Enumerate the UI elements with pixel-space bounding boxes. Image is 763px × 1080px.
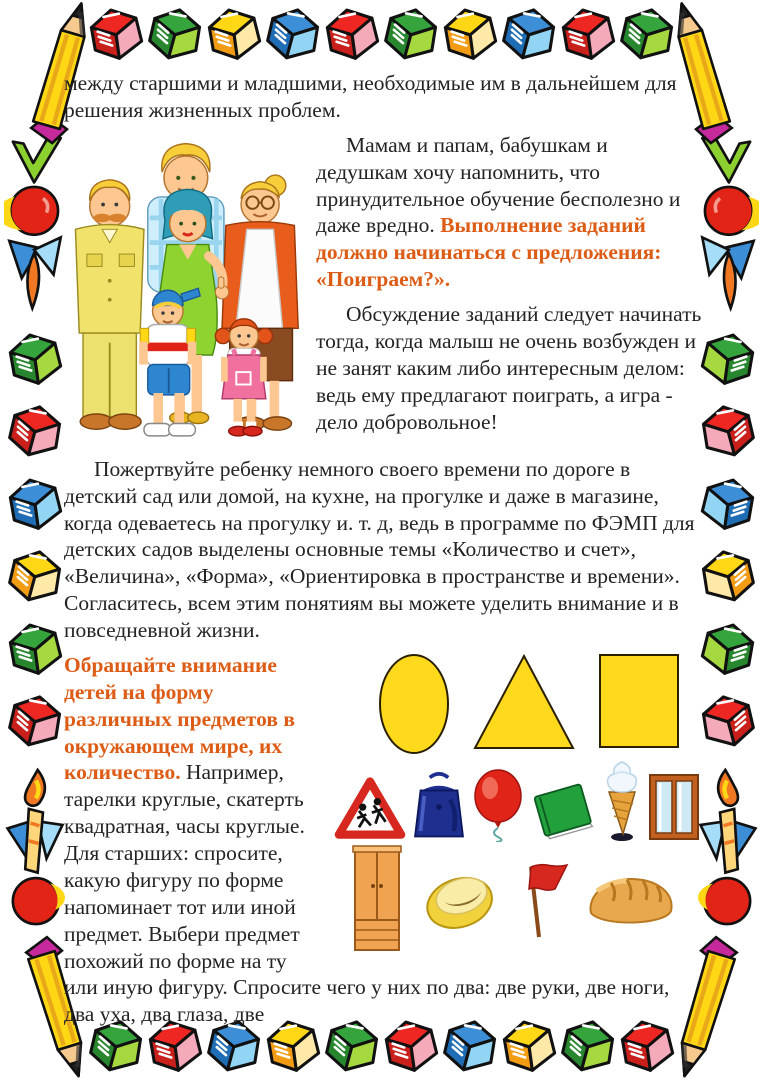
window-icon — [647, 772, 701, 842]
rectangle-shape-icon — [597, 652, 681, 750]
shapes-figure — [331, 652, 703, 954]
blue-bag-icon — [409, 772, 469, 842]
border-right-cubes — [695, 136, 761, 944]
cube-icon — [2, 398, 68, 464]
paragraph-parents-text: Мамам и папам, бабушкам и дедушкам хочу напомнить, что принудительное обучение бесполезно и даже вредно. — [316, 132, 681, 238]
cube-icon — [437, 1, 503, 67]
cube-icon — [201, 1, 267, 67]
section-shapes — [64, 652, 703, 1036]
paragraph-parents-accent: Выполнение заданий должно начинаться с предложения: «Поиграем?». — [316, 213, 662, 292]
paragraph-discussion: Обсуждение заданий следует начинать тогда, когда малыш не очень возбужден и не занят каким либо интересным делом: ведь ему предлагают поиграть, а игра - дело добровольное! — [316, 302, 702, 434]
document-body — [64, 70, 703, 1036]
cube-icon — [555, 1, 621, 67]
melon-icon — [417, 863, 501, 935]
cube-icon — [695, 689, 761, 755]
oval-shape-icon — [377, 652, 451, 756]
cube-icon — [2, 616, 68, 682]
paragraph-shapes-text: Например, тарелки круглые, скатерть квадратная, часы круглые. Для старших: спросите, какую фигуру по форме напоминает тот или иной предмет. Выбери предмет похожий по форме на ту или иную фигуру. Спросите чего у них по два: две руки, две ноги, два уха, два глаза, две — [64, 760, 670, 1027]
objects-row-1 — [331, 760, 703, 842]
green-book-icon — [528, 780, 598, 842]
border-left-cubes — [2, 136, 68, 944]
candle-ornament-icon — [697, 766, 759, 944]
cube-icon — [378, 1, 444, 67]
cube-icon — [260, 1, 326, 67]
paragraph-shapes-accent: Обращайте внимание детей на форму различных предметов в окружающем мире, их количество. — [64, 652, 295, 785]
geometric-shapes-row — [331, 652, 703, 760]
cube-icon — [142, 1, 208, 67]
cube-icon — [2, 543, 68, 609]
candle-ornament-icon — [4, 766, 66, 944]
red-balloon-icon — [470, 768, 526, 842]
cube-icon — [2, 689, 68, 755]
paragraph-intro: между старшими и младшими, необходимые им в дальнейшем для решения жизненных проблем. — [64, 71, 677, 122]
red-flag-icon — [515, 857, 569, 941]
family-illustration — [64, 136, 302, 454]
section-family — [64, 132, 703, 456]
cube-icon — [2, 470, 68, 536]
bread-loaf-icon — [583, 869, 679, 929]
cube-icon — [695, 398, 761, 464]
children-crossing-sign-icon — [333, 776, 407, 842]
cube-icon — [695, 543, 761, 609]
border-top-cubes — [88, 6, 675, 62]
wardrobe-icon — [351, 844, 403, 954]
check-apple-ornament-icon — [697, 136, 759, 314]
cube-icon — [2, 325, 68, 391]
triangle-shape-icon — [471, 652, 577, 752]
objects-row-2 — [331, 842, 703, 954]
cube-icon — [695, 325, 761, 391]
grandfather-figure — [75, 180, 144, 429]
cube-icon — [319, 1, 385, 67]
cube-icon — [695, 616, 761, 682]
ice-cream-cone-icon — [599, 760, 645, 842]
check-apple-ornament-icon — [4, 136, 66, 314]
cube-icon — [496, 1, 562, 67]
cube-icon — [695, 470, 761, 536]
paragraph-donate-time: Пожертвуйте ребенку немного своего времени по дороге в детский сад или домой, на кухне, на прогулке и даже в магазине, когда одеваетесь на прогулку и. т. д, ведь в программе по ФЭМП для детских садов выделены основные темы «Количество и счет», «Величина», «Форма», «Ориентировка в пространстве и времени». Согласитесь, всем этим понятиям вы можете уделить внимание и в повседневной жизни. — [64, 456, 695, 642]
